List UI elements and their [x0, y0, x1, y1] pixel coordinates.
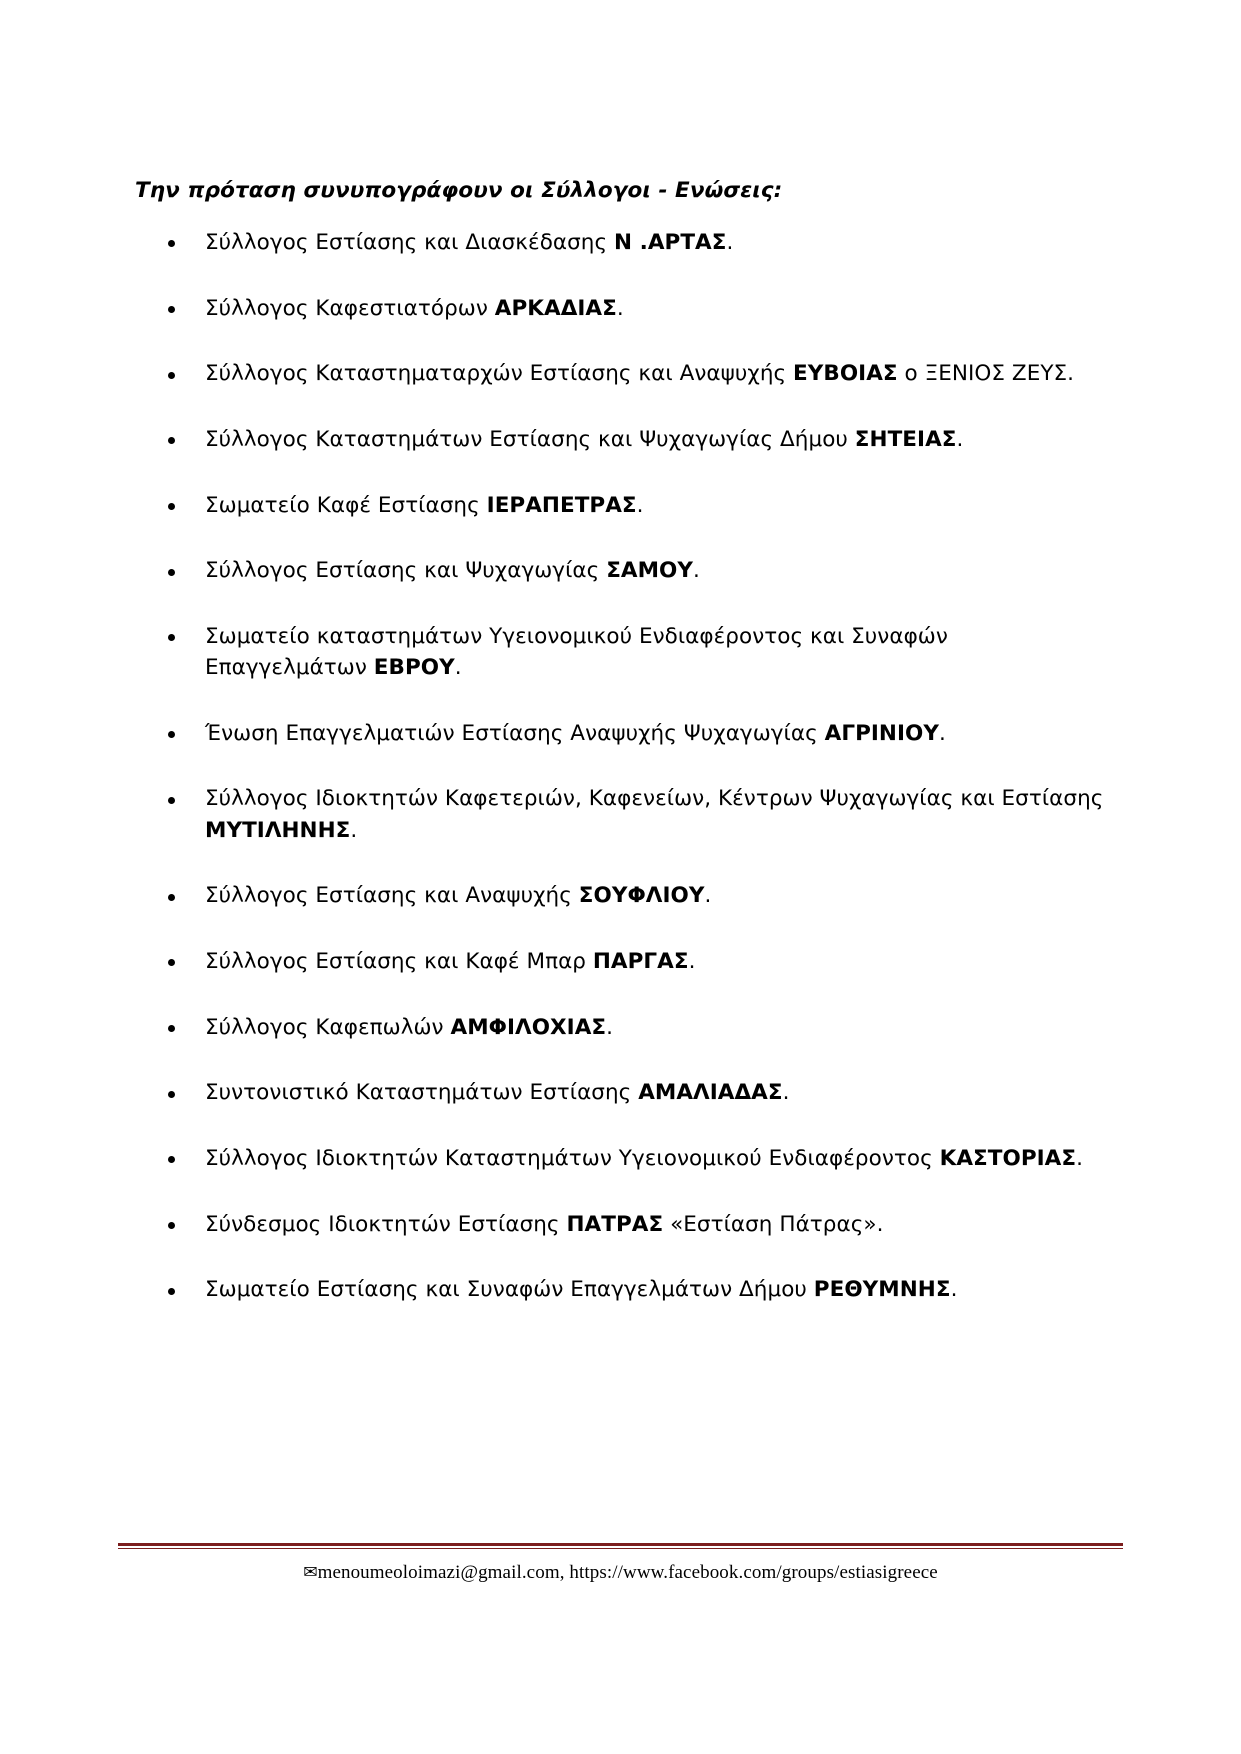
list-item-lead: Σωματείο Εστίασης και Συναφών Επαγγελμάτων Δήμου [205, 1277, 814, 1303]
list-item-tail: «Εστίαση Πάτρας». [663, 1211, 884, 1237]
list-item-tail: . [688, 948, 696, 974]
list-item [135, 1209, 1110, 1240]
list-item-tail: . [956, 426, 964, 452]
list-item-tail: . [606, 1014, 614, 1040]
list-item [135, 946, 1110, 977]
list-item-lead: Σωματείο καταστημάτων Υγειονομικού Ενδιαφέροντος και Συναφών Επαγγελμάτων [205, 623, 948, 681]
bullet-dot-icon [168, 372, 175, 379]
footer-rule-thin [118, 1548, 1123, 1549]
list-item-text [205, 786, 1103, 842]
list-item-tail: . [693, 558, 700, 584]
bullet-dot-icon [168, 1222, 175, 1229]
list-item-text [205, 1277, 957, 1302]
list-item-region: ΜΥΤΙΛΗΝΗΣ [205, 817, 351, 843]
envelope-icon: ✉ [303, 1562, 318, 1583]
bullet-dot-icon [168, 797, 175, 804]
list-item-lead: Σωματείο Καφέ Εστίασης [205, 492, 487, 518]
footer-rule-thick [118, 1543, 1123, 1546]
list-item-region: ΣΟΥΦΛΙΟΥ [578, 883, 705, 909]
list-item [135, 293, 1110, 324]
list-item-lead: Σύλλογος Ιδιοκτητών Καταστημάτων Υγειονομικού Ενδιαφέροντος [205, 1145, 940, 1171]
list-item-tail: ο ΞΕΝΙΟΣ ΖΕΥΣ. [897, 361, 1075, 387]
list-item-text [205, 949, 696, 974]
list-item [135, 424, 1110, 455]
list-item-region: ΙΕΡΑΠΕΤΡΑΣ [486, 492, 637, 518]
list-item-text [205, 1080, 789, 1105]
list-item-region: ΑΓΡΙΝΙΟΥ [824, 720, 939, 746]
footer-separator: , [559, 1562, 570, 1584]
list-item-text [205, 1212, 883, 1237]
bullet-dot-icon [168, 1288, 175, 1295]
bullet-dot-icon [168, 437, 175, 444]
list-item-region: ΕΥΒΟΙΑΣ [793, 361, 898, 387]
list-item [135, 621, 1110, 683]
list-item [135, 718, 1110, 749]
list-item-tail: . [726, 229, 734, 255]
list-item-tail: . [636, 492, 644, 518]
list-item-tail: . [350, 817, 358, 843]
list-item [135, 1077, 1110, 1108]
bullet-dot-icon [168, 1091, 175, 1098]
bullet-dot-icon [168, 894, 175, 901]
list-item [135, 358, 1110, 389]
list-item-region: ΠΑΡΓΑΣ [592, 948, 689, 974]
document-body [135, 178, 1110, 1305]
page-footer [0, 1543, 1241, 1586]
list-item-region: Ν .ΑΡΤΑΣ [614, 229, 727, 255]
footer-email[interactable]: menoumeoloimazi@gmail.com [317, 1562, 560, 1584]
list-item-text [205, 493, 644, 518]
list-item-text [205, 296, 624, 321]
list-item-tail: . [704, 883, 712, 909]
list-item-lead: Σύλλογος Εστίασης και Ψυχαγωγίας [205, 558, 607, 584]
list-item-text [205, 558, 700, 583]
list-item-text [205, 624, 948, 680]
list-item-region: ΑΜΑΛΙΑΔΑΣ [638, 1080, 783, 1106]
footer-contact-line [0, 1561, 1241, 1586]
list-item [135, 227, 1110, 258]
list-item-region: ΑΡΚΑΔΙΑΣ [494, 295, 617, 321]
list-item-region: ΣΑΜΟΥ [606, 558, 694, 584]
list-item-tail: . [454, 655, 462, 681]
list-item-text [205, 721, 946, 746]
associations-list [135, 227, 1110, 1306]
list-item [135, 1143, 1110, 1174]
list-item-lead: Σύλλογος Εστίασης και Αναψυχής [205, 883, 579, 909]
list-item-lead: Σύλλογος Εστίασης και Καφέ Μπαρ [205, 948, 593, 974]
bullet-dot-icon [168, 240, 175, 247]
footer-divider [118, 1543, 1123, 1549]
list-item-region: ΡΕΘΥΜΝΗΣ [813, 1277, 951, 1303]
list-item-tail: . [950, 1277, 958, 1303]
list-item-region: ΠΑΤΡΑΣ [566, 1211, 664, 1237]
list-item-region: ΚΑΣΤΟΡΙΑΣ [939, 1145, 1077, 1171]
list-item [135, 1012, 1110, 1043]
list-item-lead: Συντονιστικό Καταστημάτων Εστίασης [205, 1080, 639, 1106]
bullet-dot-icon [168, 634, 175, 641]
bullet-dot-icon [168, 959, 175, 966]
bullet-dot-icon [168, 503, 175, 510]
list-item-lead: Σύλλογος Καταστηματαρχών Εστίασης και Αναψυχής [205, 361, 794, 387]
list-item-tail: . [616, 295, 624, 321]
list-item-text [205, 230, 733, 255]
list-item [135, 1274, 1110, 1305]
list-item-region: ΑΜΦΙΛΟΧΙΑΣ [450, 1014, 607, 1040]
list-item-lead: Σύλλογος Καταστημάτων Εστίασης και Ψυχαγωγίας Δήμου [205, 426, 855, 452]
bullet-dot-icon [168, 569, 175, 576]
list-item-text [205, 1146, 1083, 1171]
list-item-tail: . [938, 720, 946, 746]
list-item-lead: Ένωση Επαγγελματιών Εστίασης Αναψυχής Ψυχαγωγίας [205, 720, 825, 746]
list-item [135, 783, 1110, 845]
bullet-dot-icon [168, 731, 175, 738]
list-item-lead: Σύλλογος Εστίασης και Διασκέδασης [205, 229, 615, 255]
list-item [135, 490, 1110, 521]
page-title: Την πρόταση συνυπογράφουν οι Σύλλογοι - Ενώσεις: [135, 178, 783, 203]
list-item-region: ΕΒΡΟΥ [373, 655, 455, 681]
list-item-region: ΣΗΤΕΙΑΣ [854, 426, 957, 452]
list-item-lead: Σύλλογος Καφεστιατόρων [205, 295, 495, 321]
bullet-dot-icon [168, 306, 175, 313]
list-item-text [205, 427, 963, 452]
bullet-dot-icon [168, 1156, 175, 1163]
list-item-tail: . [1076, 1145, 1083, 1171]
list-item-tail: . [782, 1080, 790, 1106]
list-item-text [205, 361, 1074, 386]
list-item-text [205, 883, 711, 908]
list-item-lead: Σύνδεσμος Ιδιοκτητών Εστίασης [205, 1211, 567, 1237]
list-item-lead: Σύλλογος Ιδιοκτητών Καφετεριών, Καφενείων, Κέντρων Ψυχαγωγίας και Εστίασης [205, 786, 1104, 812]
list-item [135, 555, 1110, 586]
footer-facebook-url[interactable]: https://www.facebook.com/groups/estiasigreece [569, 1562, 938, 1584]
list-item [135, 880, 1110, 911]
list-item-text [205, 1015, 613, 1040]
bullet-dot-icon [168, 1025, 175, 1032]
list-item-lead: Σύλλογος Καφεπωλών [205, 1014, 451, 1040]
